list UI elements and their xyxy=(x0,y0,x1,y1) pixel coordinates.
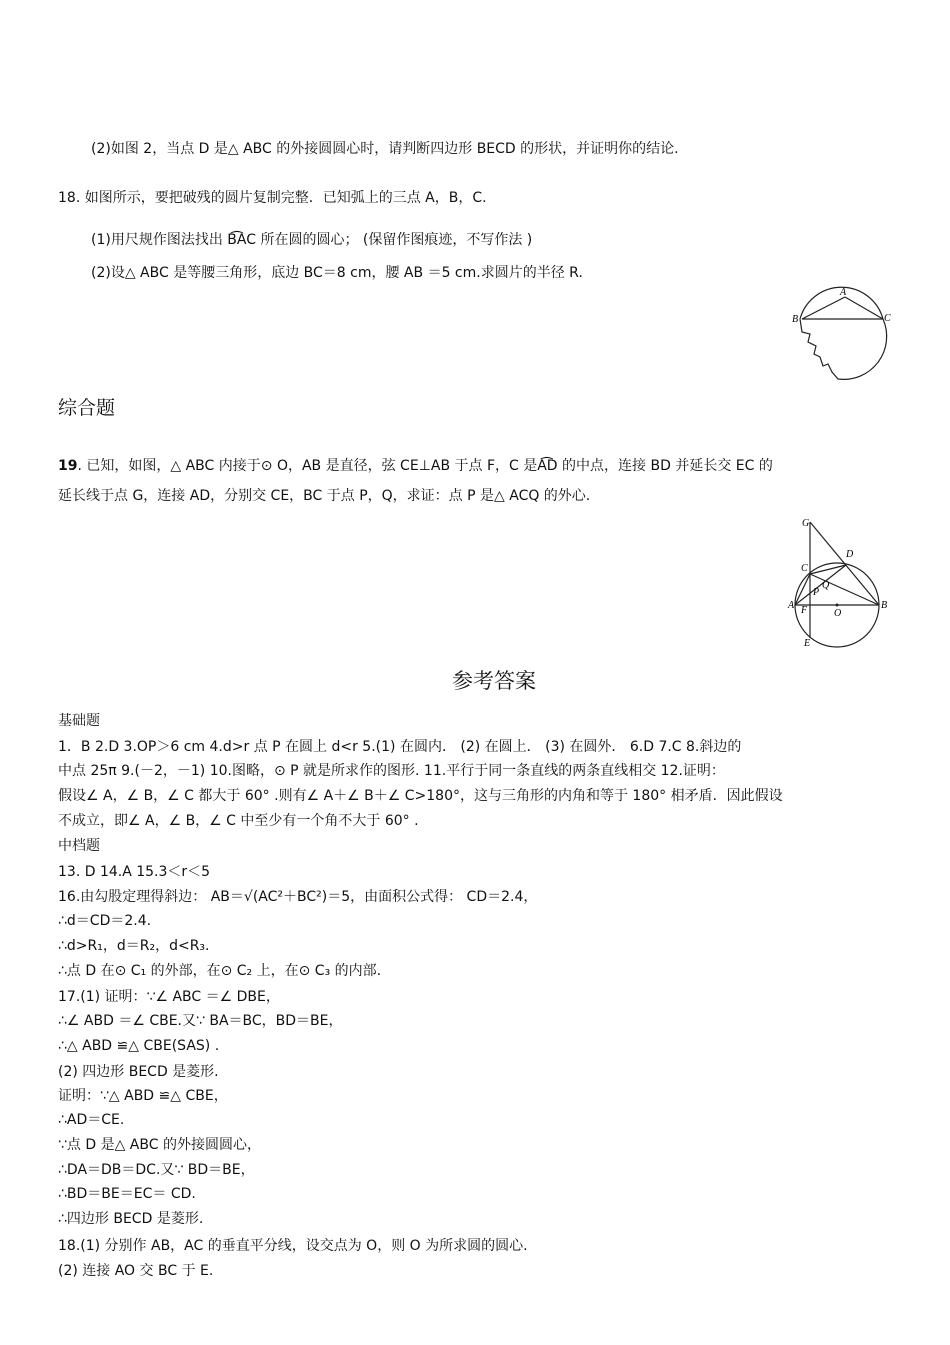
q18-stem: 18. 如图所示，要把破残的圆片复制完整．已知弧上的三点 A，B，C. xyxy=(58,190,487,206)
fig19-label-e: E xyxy=(804,638,811,649)
basic-section-label: 基础题 xyxy=(58,713,100,729)
fig19-label-p: P xyxy=(813,587,820,598)
broken-disc-figure xyxy=(790,284,895,384)
answer-line: 13. D 14.A 15.3＜r＜5 xyxy=(58,864,211,880)
answer17-line: ∴∠ ABD ＝∠ CBE.又∵ BA＝BC，BD＝BE， xyxy=(58,1013,343,1029)
circle-geometry-figure xyxy=(780,510,900,650)
fig19-label-a: A xyxy=(788,600,795,611)
answer16-line: ∴d＝CD＝2.4. xyxy=(58,913,152,929)
fig19-label-b: B xyxy=(881,600,888,611)
q18-part2: (2)设△ ABC 是等腰三角形，底边 BC＝8 cm，腰 AB ＝5 cm.求圆片的半径 R. xyxy=(91,265,583,281)
fig19-label-f: F xyxy=(801,605,808,616)
q18-part1: (1)用尺规作图法找出 B͡AC 所在圆的圆心； (保留作图痕迹，不写作法 ) xyxy=(91,232,533,248)
answer18-line: 18.(1) 分别作 AB，AC 的垂直平分线，设交点为 O，则 O 为所求圆的圆心. xyxy=(58,1238,528,1254)
answer17-line: ∴DA＝DB＝DC.又∵ BD＝BE， xyxy=(58,1162,255,1178)
fig18-label-c: C xyxy=(884,313,891,324)
answer-line: 1．B 2.D 3.OP＞6 cm 4.d>r 点 P 在圆上 d<r 5.(1) 在圆内． (2) 在圆上． (3) 在圆外． 6.D 7.C 8.斜边的 xyxy=(58,739,742,755)
answer16-line: ∴点 D 在⊙ C₁ 的外部，在⊙ C₂ 上，在⊙ C₃ 的内部. xyxy=(58,963,382,979)
answer16-line: ∴d>R₁，d＝R₂，d<R₃. xyxy=(58,938,210,954)
fig18-label-a: A xyxy=(840,287,847,298)
answer17-line: ∴△ ABD ≌△ CBE(SAS) . xyxy=(58,1038,220,1054)
answer17-line: ∴BD＝BE＝EC＝ CD. xyxy=(58,1186,196,1202)
fig19-label-c: C xyxy=(801,563,808,574)
answer18-line: (2) 连接 AO 交 BC 于 E. xyxy=(58,1263,214,1279)
answer16-line: 16.由勾股定理得斜边： AB＝√(AC²＋BC²)＝5，由面积公式得： CD＝2.4， xyxy=(58,889,538,905)
section-heading-comprehensive: 综合题 xyxy=(58,397,116,419)
fig18-label-b: B xyxy=(792,314,799,325)
fig19-label-o: O xyxy=(834,608,842,619)
mid-section-label: 中档题 xyxy=(58,838,100,854)
answer17-line: (2) 四边形 BECD 是菱形. xyxy=(58,1064,219,1080)
answer-line: 假设∠ A，∠ B，∠ C 都大于 60° .则有∠ A＋∠ B＋∠ C>180°，这与三角形的内角和等于 180° 相矛盾．因此假设 xyxy=(58,788,783,804)
fig19-label-d: D xyxy=(846,549,854,560)
q17-part2: (2)如图 2，当点 D 是△ ABC 的外接圆圆心时，请判断四边形 BECD 的形状，并证明你的结论. xyxy=(91,141,679,157)
answer-line: 中点 25π 9.(－2，－1) 10.图略，⊙ P 就是所求作的图形. 11.平行于同一条直线的两条直线相交 12.证明： xyxy=(58,763,725,779)
q19-line1: 19. 已知，如图，△ ABC 内接于⊙ O，AB 是直径，弦 CE⊥AB 于点 F，C 是A͡D 的中点，连接 BD 并延长交 EC 的 xyxy=(58,458,773,474)
answer17-line: 证明：∵△ ABD ≌△ CBE， xyxy=(58,1088,228,1104)
answer17-line: ∴四边形 BECD 是菱形. xyxy=(58,1211,204,1227)
fig19-label-g: G xyxy=(802,518,810,529)
answer17-line: 17.(1) 证明：∵∠ ABC ＝∠ DBE， xyxy=(58,989,280,1005)
answer-line: 不成立，即∠ A，∠ B，∠ C 中至少有一个角不大于 60° . xyxy=(58,813,419,829)
answer17-line: ∵点 D 是△ ABC 的外接圆圆心， xyxy=(58,1137,261,1153)
answers-title: 参考答案 xyxy=(452,669,536,693)
q19-line2: 延长线于点 G，连接 AD，分别交 CE，BC 于点 P，Q，求证：点 P 是△ ACQ 的外心. xyxy=(58,488,591,504)
answer17-line: ∴AD＝CE. xyxy=(58,1112,125,1128)
q19-number: 19 xyxy=(58,458,78,474)
fig19-label-q: Q xyxy=(822,580,830,591)
